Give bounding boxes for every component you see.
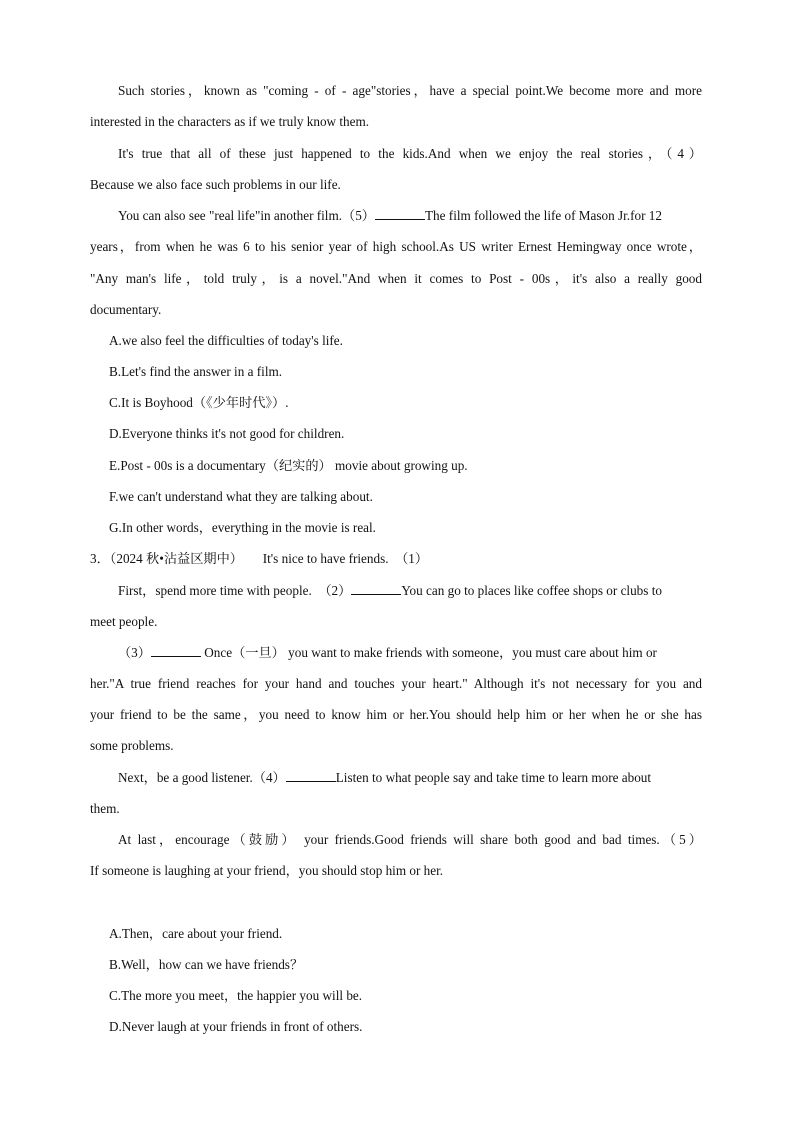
passage2-para2-line1: It's true that all of these just happened to the kids.And when we enjoy the real stories，（4） [118, 146, 702, 161]
passage2-para3-line1-end: The film followed the life of Mason Jr.for 12 [425, 208, 662, 223]
question3-para2-line1-end: Once（一旦） you want to make friends with someone，you must care about him or [200, 645, 657, 660]
question3-para2-line4: some problems. [90, 738, 174, 753]
answer-blank-2[interactable] [351, 582, 401, 595]
question3-para3-line1 [118, 769, 702, 787]
passage2-option-b: B.Let's find the answer in a film. [109, 364, 283, 379]
passage2-para3-line2: years，from when he was 6 to his senior year of high school.As US writer Ernest Hemingway once wrote， [90, 239, 702, 254]
question3-para1-line1-start: First，spend more time with people. （2） [118, 583, 352, 598]
passage2-option-a: A.we also feel the difficulties of today's life. [109, 333, 343, 348]
question3-header: 3．（2024 秋•沾益区期中） It's nice to have friends. （1） [90, 551, 429, 566]
passage2-para3-line1 [118, 207, 702, 225]
question3-para2-line3: your friend to be the same，you need to know him or her.You should help him or her when he or she has [90, 707, 702, 722]
question3-para4-line1: At last，encourage（鼓励） your friends.Good friends will share both good and bad times.（5） [118, 832, 702, 847]
passage2-option-g: G.In other words，everything in the movie is real. [109, 520, 376, 535]
passage2-para1-line2: interested in the characters as if we truly know them. [90, 114, 370, 129]
answer-blank-3[interactable] [151, 644, 201, 657]
question3-option-a: A.Then，care about your friend. [109, 926, 283, 941]
question3-para2-line2: her."A true friend reaches for your hand and touches your heart." Although it's not necessary for you and [90, 676, 702, 691]
passage2-para2-line2: Because we also face such problems in our life. [90, 177, 341, 192]
answer-blank-5[interactable] [375, 207, 425, 220]
passage2-para3-line3: "Any man's life，told truly，is a novel."And when it comes to Post - 00s，it's also a really good [90, 271, 702, 286]
question3-option-c: C.The more you meet，the happier you will be. [109, 988, 363, 1003]
passage2-para1-line1: Such stories，known as "coming - of - age"stories，have a special point.We become more and more [118, 83, 702, 98]
passage2-option-e: E.Post - 00s is a documentary（纪实的） movie about growing up. [109, 458, 468, 473]
question3-para4-line2: If someone is laughing at your friend，you should stop him or her. [90, 863, 444, 878]
question3-para2-line1-start: （3） [118, 645, 151, 660]
passage2-para3-line1-start: You can also see "real life"in another film.（5） [118, 208, 375, 223]
question3-option-b: B.Well，how can we have friends？ [109, 957, 304, 972]
question3-para1-line2: meet people. [90, 614, 158, 629]
answer-blank-4[interactable] [286, 769, 336, 782]
question3-para1-line1 [118, 582, 702, 600]
passage2-option-c: C.It is Boyhood（《少年时代》）. [109, 395, 289, 410]
question3-para3-line1-end: Listen to what people say and take time to learn more about [335, 770, 652, 785]
question3-para3-line1-start: Next，be a good listener.（4） [118, 770, 286, 785]
passage2-option-f: F.we can't understand what they are talking about. [109, 489, 373, 504]
passage2-para3-line4: documentary. [90, 302, 162, 317]
question3-para2-line1 [118, 644, 702, 662]
passage2-option-d: D.Everyone thinks it's not good for children. [109, 426, 345, 441]
question3-option-d: D.Never laugh at your friends in front of others. [109, 1019, 363, 1034]
question3-para3-line2: them. [90, 801, 120, 816]
question3-para1-line1-end: You can go to places like coffee shops or clubs to [401, 583, 662, 598]
